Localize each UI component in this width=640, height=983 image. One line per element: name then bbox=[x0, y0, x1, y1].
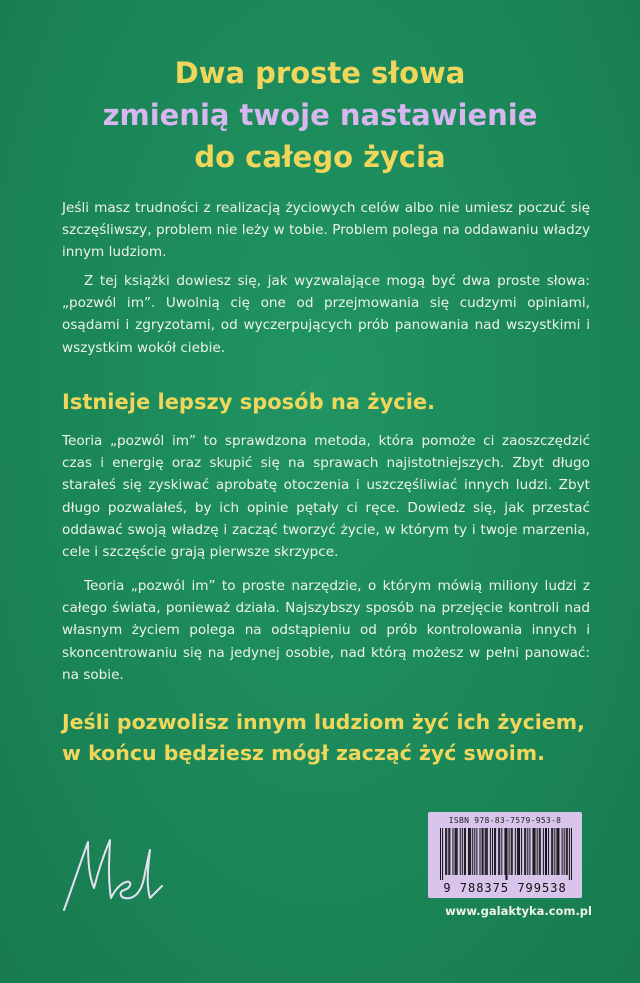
barcode-bar bbox=[534, 828, 535, 875]
barcode-bar bbox=[492, 828, 493, 875]
barcode-digits: 9 788375 799538 bbox=[443, 881, 567, 895]
barcode-bar bbox=[480, 828, 481, 875]
barcode-bars bbox=[440, 828, 572, 880]
barcode-bar bbox=[504, 828, 505, 875]
barcode-bar bbox=[566, 828, 567, 875]
barcode-bar bbox=[456, 828, 457, 875]
barcode-bar bbox=[569, 828, 570, 880]
barcode-bar bbox=[557, 828, 558, 875]
barcode-bar bbox=[511, 828, 512, 875]
barcode-bar bbox=[457, 828, 458, 875]
subheading: Istnieje lepszy sposób na życie. bbox=[62, 390, 436, 414]
barcode-bar bbox=[539, 828, 540, 875]
barcode-bar bbox=[487, 828, 488, 875]
intro-paragraph-2: Z tej książki dowiesz się, jak wyzwalające mogą być dwa proste słowa: „pozwól im”. Uwolnią cię one od przejmowania się cudzymi opiniami, osądami i zgryzotami, od wyczerpujących prób panowania nad wszystkimi i wszystkim wokół ciebie. bbox=[62, 273, 590, 356]
barcode-bar bbox=[535, 828, 536, 875]
body-paragraph-1: Teoria „pozwól im” to sprawdzona metoda, która pomoże ci zaoszczędzić czas i energię oraz skupić się na sprawach najistotniejszych. Zbyt długo starałeś się zyskiwać aprobatę otoczenia i uszczęśliwiać innych ludzi. Zbyt długo pozwalałeś, by ich opinie pętały ci ręce. Dowiedz się, jak przestać oddawać swoją władzę i zacząć tworzyć życie, w którym ty i twoje marzenia, cele i szczęście grają pierwsze skrzypce. bbox=[62, 433, 590, 561]
barcode-bar bbox=[485, 828, 486, 875]
barcode-bar bbox=[519, 828, 520, 875]
barcode-bar bbox=[537, 828, 538, 875]
closing-line-1: Jeśli pozwolisz innym ludziom żyć ich życiem, bbox=[62, 710, 585, 734]
barcode-bar bbox=[483, 828, 484, 875]
body-paragraph-2: Teoria „pozwól im” to proste narzędzie, o którym mówią miliony ludzi z całego świata, ponieważ działa. Najszybszy sposób na przejęcie kontroli nad własnym życiem polega na odstąpieniu od prób kontrolowania innych i skoncentrowaniu się na jedynej osobie, nad którą możesz w pełni panować: na sobie. bbox=[62, 578, 590, 683]
barcode-bar bbox=[465, 828, 466, 875]
intro-paragraph-1: Jeśli masz trudności z realizacją życiowych celów albo nie umiesz poczuć się szczęśliwszy, problem nie leży w tobie. Problem polega na oddawaniu władzy innym ludziom. bbox=[62, 200, 590, 261]
barcode-bar bbox=[507, 828, 508, 880]
barcode-bar bbox=[562, 828, 563, 875]
barcode-bar bbox=[545, 828, 546, 875]
barcode-bar bbox=[494, 828, 495, 875]
barcode-bar bbox=[470, 828, 471, 875]
barcode-bar bbox=[464, 828, 465, 875]
barcode-bar bbox=[505, 828, 506, 880]
publisher-website: www.galaktyka.com.pl bbox=[445, 904, 592, 918]
headline bbox=[0, 52, 640, 178]
headline-line-1: Dwa proste słowa bbox=[174, 56, 466, 90]
barcode-bar bbox=[482, 828, 483, 875]
barcode-bar bbox=[543, 828, 544, 875]
barcode-bar bbox=[551, 828, 552, 875]
barcode-bar bbox=[495, 828, 496, 875]
barcode-bar bbox=[556, 828, 557, 875]
barcode-bar bbox=[517, 828, 518, 875]
barcode-bar bbox=[527, 828, 528, 875]
author-signature bbox=[58, 828, 168, 918]
barcode-bar bbox=[554, 828, 555, 875]
isbn-label: ISBN 978-83-7579-953-8 bbox=[448, 816, 562, 825]
barcode-bar bbox=[518, 828, 519, 875]
barcode-bar bbox=[515, 828, 516, 875]
barcode-bar bbox=[501, 828, 502, 875]
barcode-bar bbox=[529, 828, 530, 875]
barcode-bar bbox=[446, 828, 447, 875]
barcode-bar bbox=[490, 828, 491, 875]
barcode-bar bbox=[474, 828, 475, 875]
closing-line-2: w końcu będziesz mógł zacząć żyć swoim. bbox=[62, 741, 545, 765]
barcode-bar bbox=[558, 828, 559, 875]
barcode-bar bbox=[509, 828, 510, 875]
barcode-bar bbox=[440, 828, 441, 880]
barcode-bar bbox=[462, 828, 463, 875]
barcode-panel bbox=[428, 812, 582, 898]
barcode-bar bbox=[448, 828, 449, 875]
barcode-bar bbox=[546, 828, 547, 875]
barcode-bar bbox=[452, 828, 453, 875]
barcode-bar bbox=[533, 828, 534, 875]
barcode-bar bbox=[524, 828, 525, 875]
barcode-bar bbox=[455, 828, 456, 875]
barcode-bar bbox=[521, 828, 522, 875]
barcode-bar bbox=[468, 828, 469, 875]
barcode-bar bbox=[442, 828, 443, 880]
barcode-bar bbox=[449, 828, 450, 875]
barcode-bar bbox=[552, 828, 553, 875]
barcode-bar bbox=[512, 828, 513, 875]
headline-line-3: do całego życia bbox=[194, 140, 446, 174]
barcode-bar bbox=[445, 828, 446, 875]
barcode-bar bbox=[548, 828, 549, 875]
barcode-bar bbox=[564, 828, 565, 875]
barcode-bar bbox=[567, 828, 568, 875]
barcode-bar bbox=[498, 828, 499, 875]
barcode-bar bbox=[476, 828, 477, 875]
headline-line-2: zmienią twoje nastawienie bbox=[102, 98, 538, 132]
barcode-bar bbox=[540, 828, 541, 875]
barcode-bar bbox=[571, 828, 572, 880]
barcode-bar bbox=[472, 828, 473, 875]
barcode-bar bbox=[460, 828, 461, 875]
barcode-bar bbox=[499, 828, 500, 875]
barcode-bar bbox=[525, 828, 526, 875]
barcode-bar bbox=[469, 828, 470, 875]
closing-statement bbox=[62, 707, 622, 769]
barcode-bar bbox=[486, 828, 487, 875]
